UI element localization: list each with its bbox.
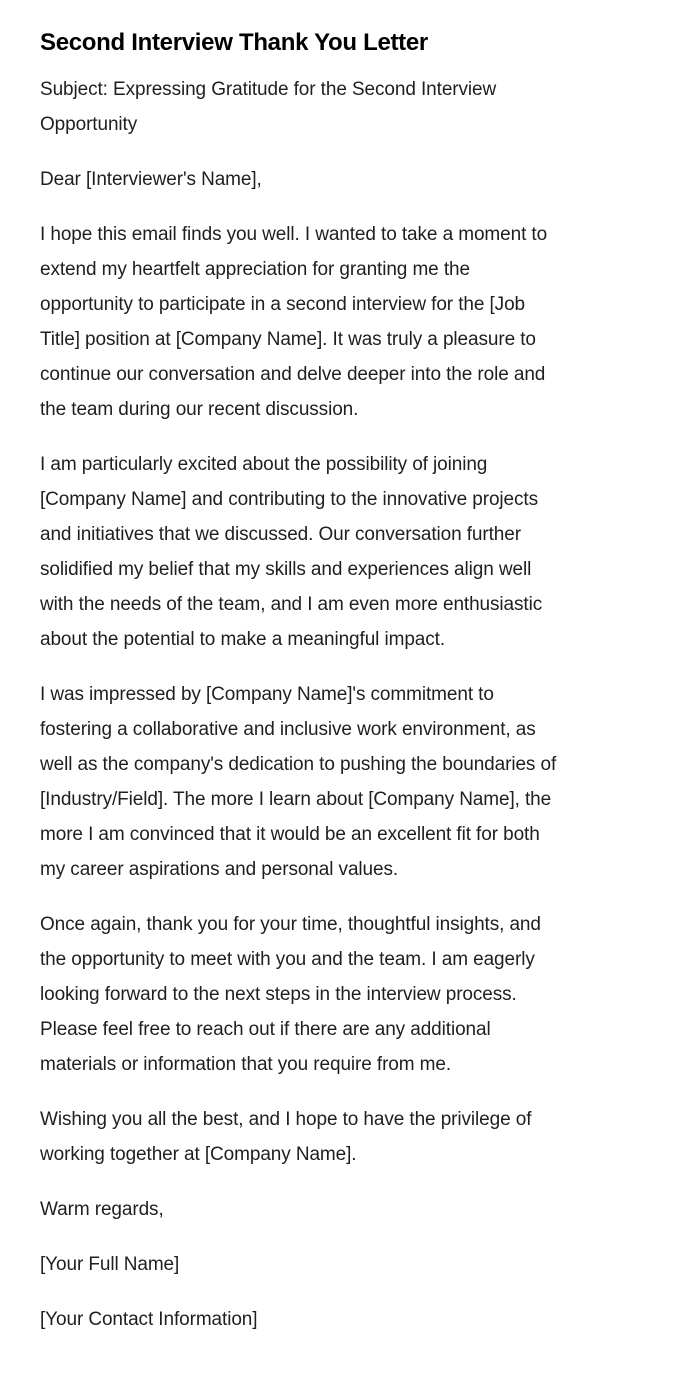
text-line: my career aspirations and personal values.	[40, 859, 399, 880]
text-line: I was impressed by [Company Name]'s commitment to	[40, 684, 494, 705]
body-paragraph-1	[40, 217, 660, 427]
text-line: materials or information that you require from me.	[40, 1054, 452, 1075]
body-paragraph-5	[40, 1102, 660, 1172]
text-line: Warm regards,	[40, 1199, 164, 1220]
text-line: I hope this email finds you well. I wanted to take a moment to	[40, 224, 548, 245]
subject-line	[40, 72, 660, 142]
text-line: [Your Full Name]	[40, 1254, 180, 1275]
page-title: Second Interview Thank You Letter	[40, 29, 428, 56]
text-line: the team during our recent discussion.	[40, 399, 359, 420]
text-line: with the needs of the team, and I am even more enthusiastic	[40, 594, 543, 615]
text-line: I am particularly excited about the possibility of joining	[40, 454, 488, 475]
text-line: and initiatives that we discussed. Our conversation further	[40, 524, 521, 545]
text-line: Title] position at [Company Name]. It was truly a pleasure to	[40, 329, 536, 350]
text-line: Dear [Interviewer's Name],	[40, 169, 262, 190]
text-line: the opportunity to meet with you and the team. I am eagerly	[40, 949, 535, 970]
text-line: more I am convinced that it would be an excellent fit for both	[40, 824, 540, 845]
text-line: solidified my belief that my skills and experiences align well	[40, 559, 532, 580]
salutation	[40, 162, 660, 197]
body-paragraph-4	[40, 907, 660, 1082]
text-line: Opportunity	[40, 114, 138, 135]
closing	[40, 1192, 660, 1227]
text-line: [Industry/Field]. The more I learn about [Company Name], the	[40, 789, 552, 810]
signature-name	[40, 1247, 660, 1282]
body-paragraph-3	[40, 677, 660, 887]
text-line: about the potential to make a meaningful impact.	[40, 629, 446, 650]
text-line: [Company Name] and contributing to the innovative projects	[40, 489, 538, 510]
text-line: Please feel free to reach out if there are any additional	[40, 1019, 491, 1040]
text-line: Subject: Expressing Gratitude for the Second Interview	[40, 79, 497, 100]
text-line: Wishing you all the best, and I hope to have the privilege of	[40, 1109, 532, 1130]
text-line: well as the company's dedication to pushing the boundaries of	[40, 754, 557, 775]
text-line: looking forward to the next steps in the interview process.	[40, 984, 517, 1005]
body-paragraph-2	[40, 447, 660, 657]
signature-contact	[40, 1302, 660, 1337]
letter-body	[40, 72, 660, 1337]
text-line: fostering a collaborative and inclusive work environment, as	[40, 719, 536, 740]
text-line: extend my heartfelt appreciation for granting me the	[40, 259, 470, 280]
text-line: opportunity to participate in a second interview for the [Job	[40, 294, 526, 315]
text-line: [Your Contact Information]	[40, 1309, 258, 1330]
text-line: Once again, thank you for your time, thoughtful insights, and	[40, 914, 541, 935]
text-line: working together at [Company Name].	[40, 1144, 357, 1165]
text-line: continue our conversation and delve deeper into the role and	[40, 364, 546, 385]
